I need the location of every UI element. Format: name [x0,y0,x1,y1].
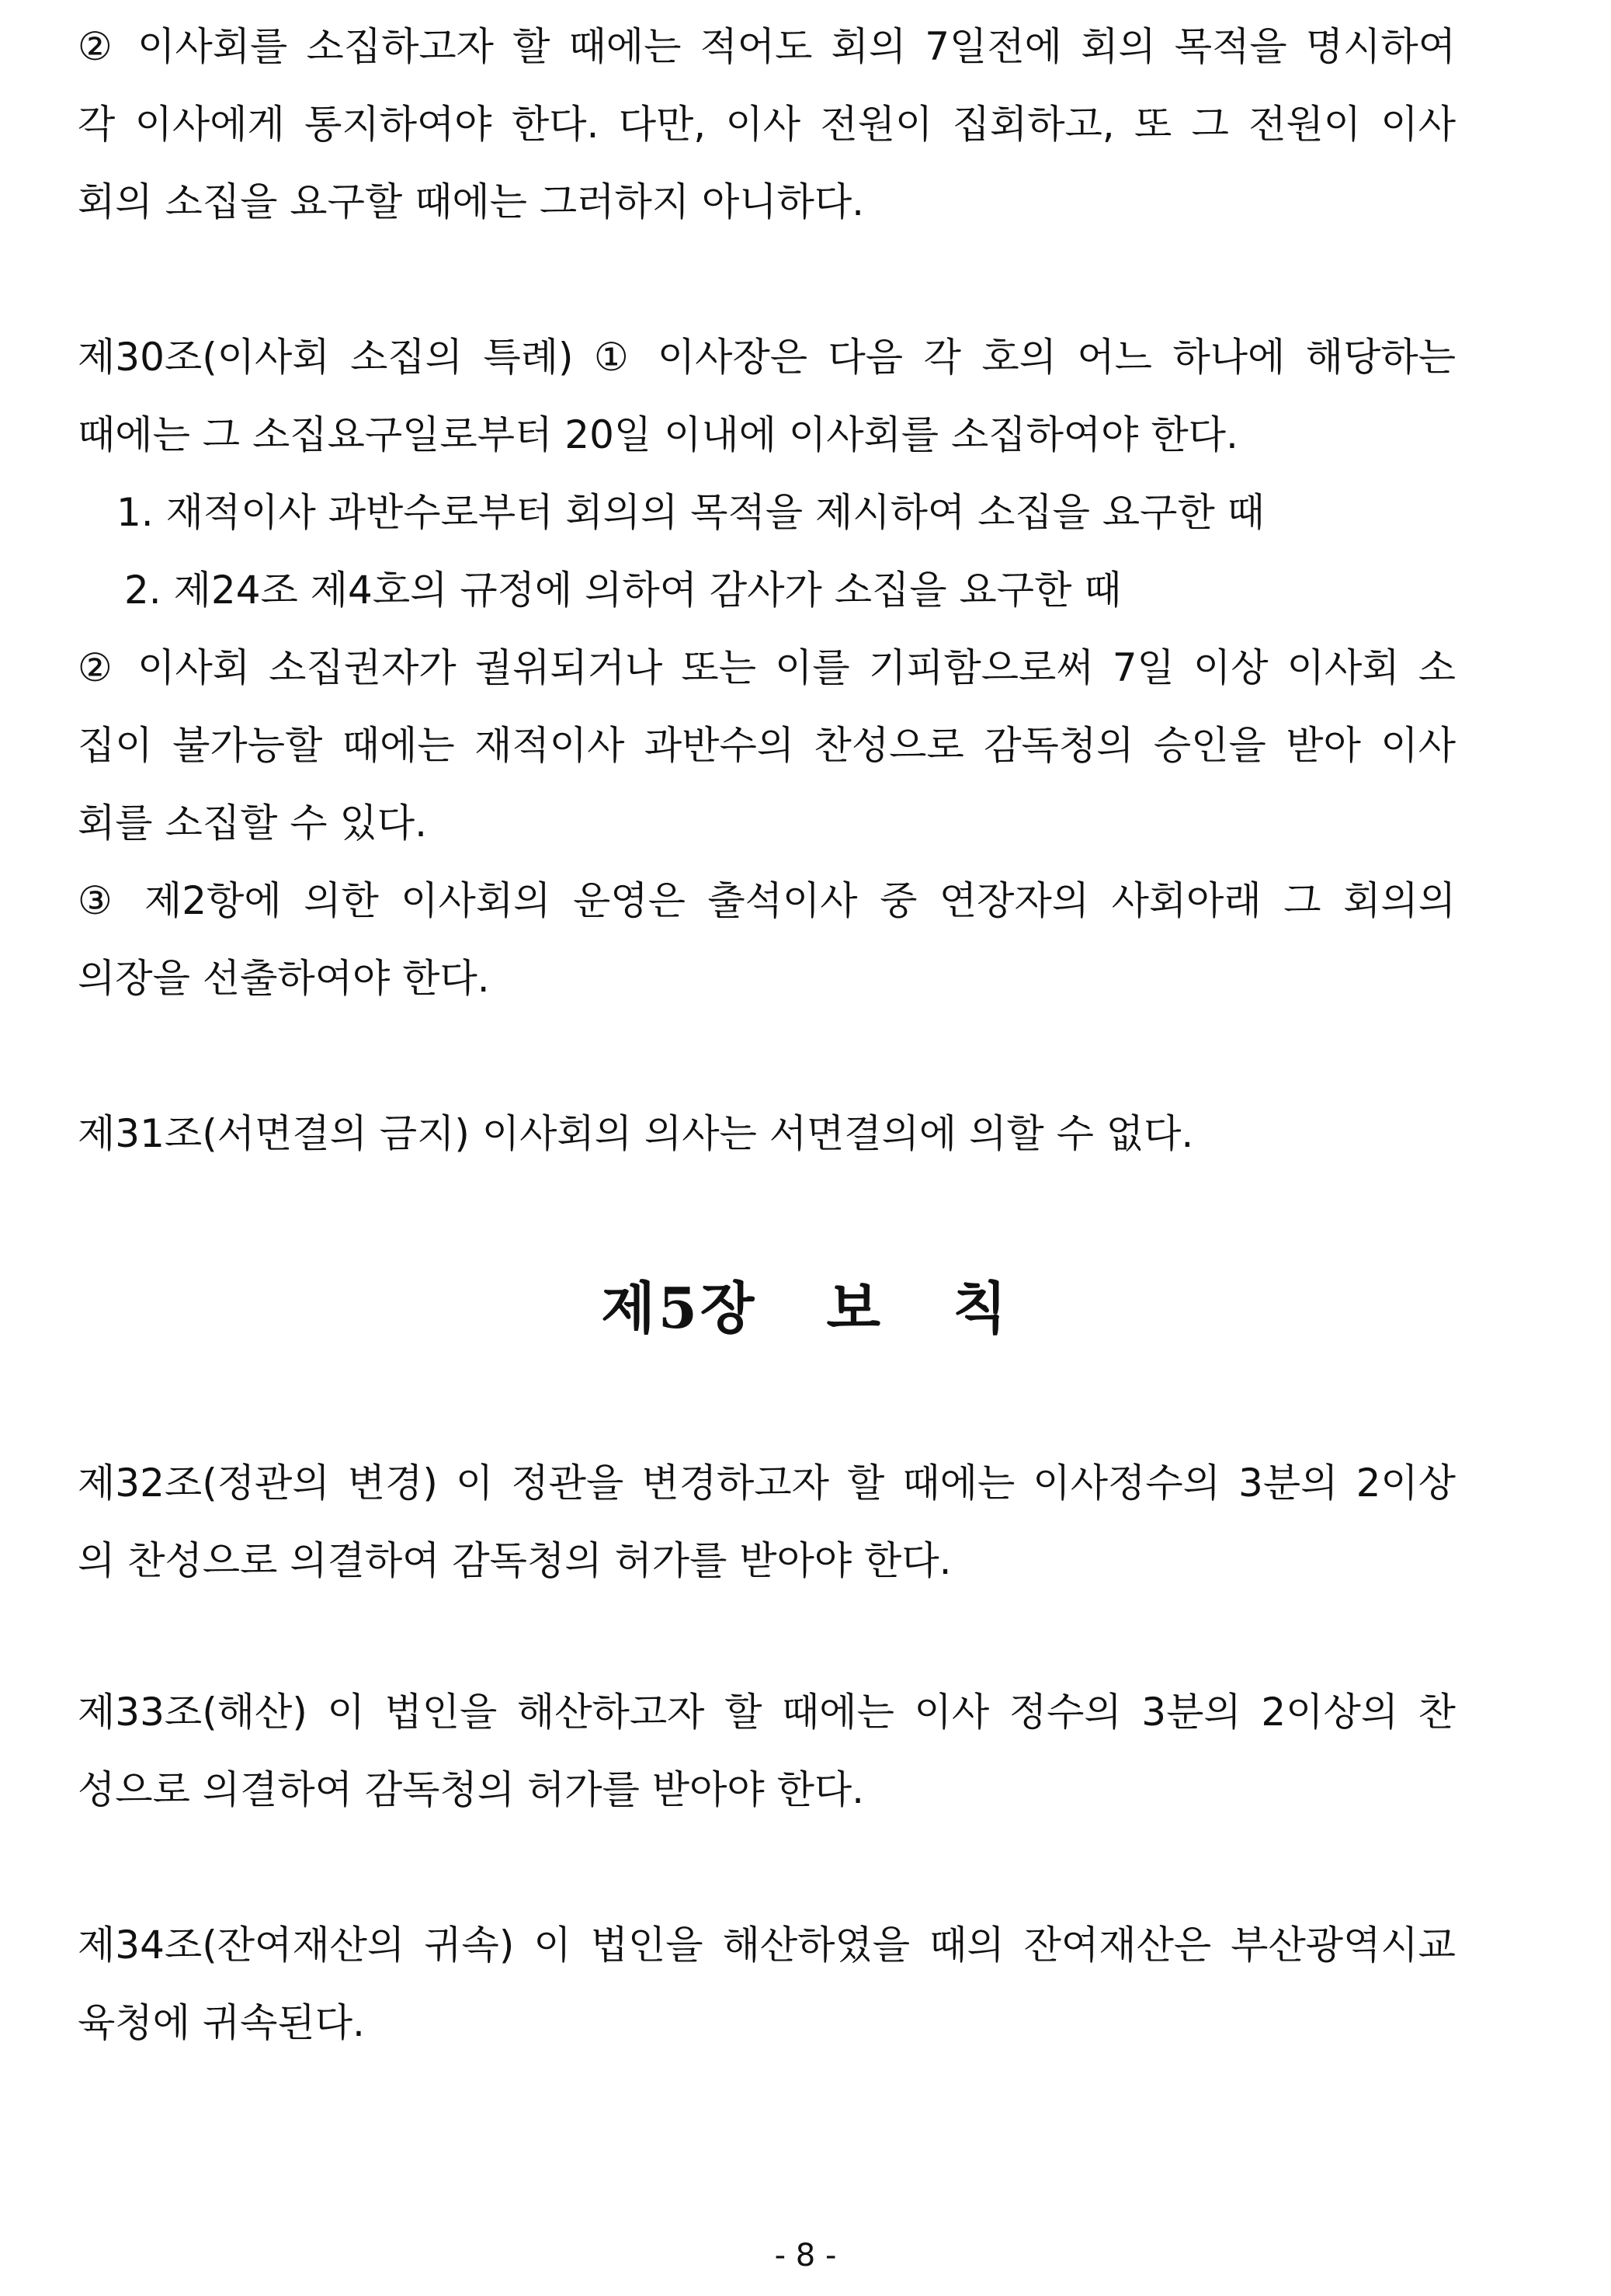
article-34-line-2: 육청에 귀속된다. [78,2000,365,2045]
article-33-line-1: 제33조(해산) 이 법인을 해산하고자 할 때에는 이사 정수의 3분의 2이상의 찬 [78,1690,1456,1735]
article-32-line-1: 제32조(정관의 변경) 이 정관을 변경하고자 할 때에는 이사정수의 3분의 2이상 [78,1461,1456,1506]
article-30-item-2: 2. 제24조 제4호의 규정에 의하여 감사가 소집을 요구한 때 [124,568,1122,613]
article-29-para-2-line-1: ② 이사회를 소집하고자 할 때에는 적어도 회의 7일전에 회의 목적을 명시하여 [78,24,1456,69]
article-33-line-2: 성으로 의결하여 감독청의 허가를 받아야 한다. [78,1767,865,1812]
article-30-para-3-line-2: 의장을 선출하여야 한다. [78,956,490,1001]
article-30-line-2: 때에는 그 소집요구일로부터 20일 이내에 이사회를 소집하여야 한다. [78,412,1238,457]
article-29-para-2-line-2: 각 이사에게 통지하여야 한다. 다만, 이사 전원이 집회하고, 또 그 전원이 이사 [78,102,1456,147]
chapter-heading: 제5장 보 칙 [601,1275,1010,1341]
article-30-para-3-line-1: ③ 제2항에 의한 이사회의 운영은 출석이사 중 연장자의 사회아래 그 회의의 [78,878,1456,923]
article-29-para-2-line-3: 회의 소집을 요구할 때에는 그러하지 아니하다. [78,179,865,224]
article-30-para-2-line-1: ② 이사회 소집권자가 궐위되거나 또는 이를 기피함으로써 7일 이상 이사회 소 [78,645,1456,690]
article-30-line-1: 제30조(이사회 소집의 특례) ① 이사장은 다음 각 호의 어느 하나에 해당하는 [78,335,1456,380]
article-34-line-1: 제34조(잔여재산의 귀속) 이 법인을 해산하였을 때의 잔여재산은 부산광역시교 [78,1923,1456,1968]
article-31-line-1: 제31조(서면결의 금지) 이사회의 의사는 서면결의에 의할 수 없다. [78,1111,1194,1156]
article-32-line-2: 의 찬성으로 의결하여 감독청의 허가를 받아야 한다. [78,1538,952,1583]
article-30-item-1: 1. 재적이사 과반수로부터 회의의 목적을 제시하여 소집을 요구한 때 [116,490,1265,535]
article-30-para-2-line-2: 집이 불가능할 때에는 재적이사 과반수의 찬성으로 감독청의 승인을 받아 이사 [78,723,1456,768]
page-number: - 8 - [774,2238,837,2273]
article-30-para-2-line-3: 회를 소집할 수 있다. [78,801,427,846]
